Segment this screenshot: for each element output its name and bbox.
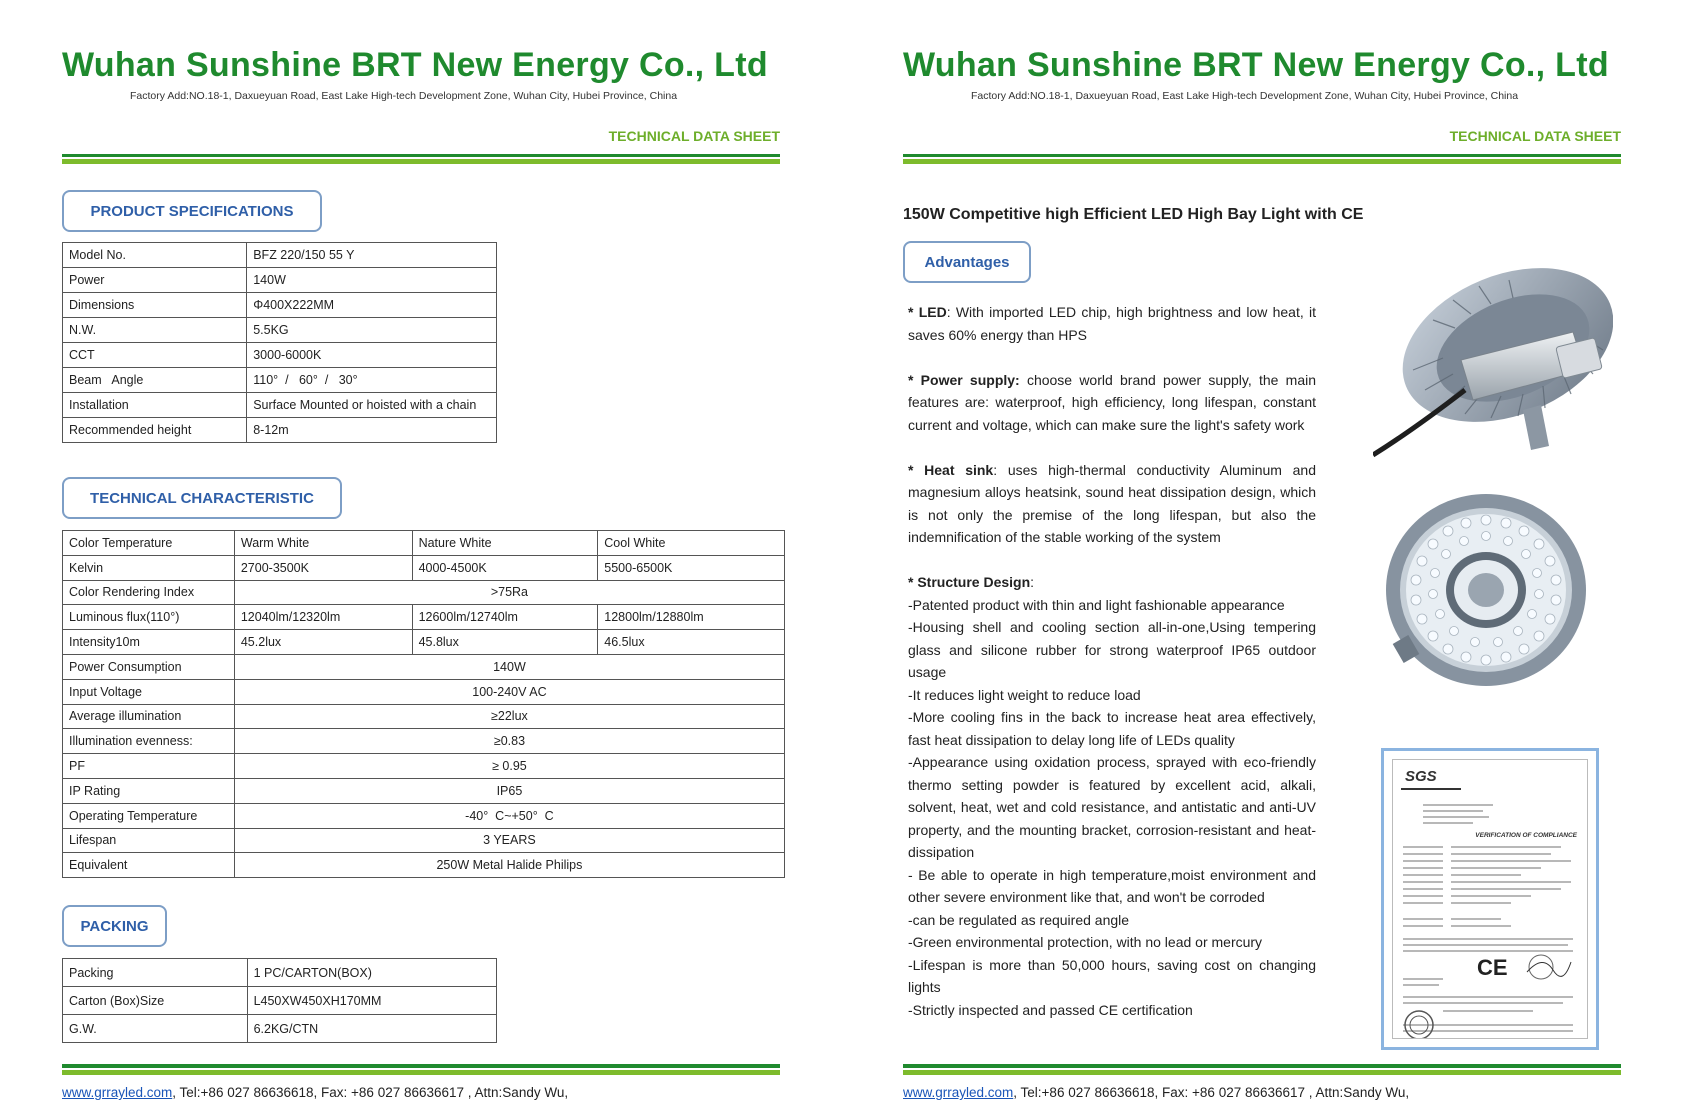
document-type: TECHNICAL DATA SHEET [1449, 128, 1621, 144]
table-row [63, 1015, 497, 1043]
tech-value: 12040lm/12320lm [234, 605, 412, 630]
sgs-seal [1399, 1008, 1439, 1039]
tech-value: 12600lm/12740lm [412, 605, 598, 630]
footer-contact [62, 1085, 568, 1100]
table-row [63, 853, 785, 878]
led-paragraph [908, 301, 1316, 346]
footer-divider [62, 1064, 780, 1068]
header-divider-accent [903, 159, 1621, 164]
table-row [63, 654, 785, 679]
ce-mark: CE [1477, 955, 1508, 980]
structure-heading: * Structure Design [908, 574, 1031, 590]
packing-label: Packing [63, 959, 248, 987]
led-heading: * LED [908, 304, 947, 320]
advantages-title: Advantages [903, 241, 1031, 283]
spec-label: Power [63, 268, 247, 293]
table-row [63, 803, 785, 828]
advantages-text [908, 301, 1316, 1021]
led-text: : With imported LED chip, high brightness and low heat, it saves 60% energy than HPS [908, 304, 1316, 343]
factory-address: Factory Add:NO.18-1, Daxueyuan Road, East Lake High-tech Development Zone, Wuhan City, Hubei Province, China [130, 90, 678, 102]
table-row [63, 293, 497, 318]
packing-label: Carton (Box)Size [63, 987, 248, 1015]
list-item: -It reduces light weight to reduce load [908, 686, 1141, 703]
tech-value: 4000-4500K [412, 555, 598, 580]
table-row [63, 729, 785, 754]
footer-contact [903, 1085, 1409, 1100]
table-row [63, 243, 497, 268]
packing-value: 6.2KG/CTN [247, 1015, 496, 1043]
spec-value: 110° / 60° / 30° [247, 368, 497, 393]
tech-value: 3 YEARS [234, 828, 784, 853]
left-page [0, 0, 820, 1120]
tech-value: ≥ 0.95 [234, 754, 784, 779]
table-row [63, 393, 497, 418]
list-item: -Lifespan is more than 50,000 hours, saving cost on changing lights [908, 956, 1316, 995]
table-row [63, 630, 785, 655]
spec-value: Surface Mounted or hoisted with a chain [247, 393, 497, 418]
list-item: -Appearance using oxidation process, sprayed with eco-friendly thermo setting powder is featured by excellent acid, alkali, solvent, heat, wet and cold resistance, and antistatic and anti-UV property, and the mounting bracket, corrosion-resistant and heat-dissipation [908, 754, 1316, 860]
header-divider [903, 154, 1621, 157]
tech-value: >75Ra [234, 580, 784, 605]
technical-characteristic-title: TECHNICAL CHARACTERISTIC [62, 477, 342, 519]
spec-value: 3000-6000K [247, 343, 497, 368]
spec-label: Beam Angle [63, 368, 247, 393]
list-item: -Housing shell and cooling section all-in-one,Using tempering glass and silicone rubber for strong waterproof IP65 outdoor usage [908, 619, 1316, 680]
heat-paragraph [908, 459, 1316, 549]
tech-value: 2700-3500K [234, 555, 412, 580]
certificate-document [1392, 759, 1588, 1039]
certificate-heading: VERIFICATION OF COMPLIANCE [1475, 832, 1577, 839]
spec-label: N.W. [63, 318, 247, 343]
table-row [63, 754, 785, 779]
spec-value: 8-12m [247, 418, 497, 443]
tech-value: 100-240V AC [234, 679, 784, 704]
power-paragraph [908, 369, 1316, 437]
signature-stamp [1523, 952, 1573, 982]
list-item: -More cooling fins in the back to increase heat area effectively, fast heat dissipation to delay long life of LEDs quality [908, 709, 1316, 748]
table-row [63, 555, 785, 580]
header-divider [62, 154, 780, 157]
tech-label: Input Voltage [63, 679, 235, 704]
tech-label: Intensity10m [63, 630, 235, 655]
table-row [63, 679, 785, 704]
tech-label: Illumination evenness: [63, 729, 235, 754]
company-name: Wuhan Sunshine BRT New Energy Co., Ltd [62, 46, 768, 84]
table-row [63, 318, 497, 343]
spec-label: Dimensions [63, 293, 247, 318]
spec-label: Installation [63, 393, 247, 418]
document-type: TECHNICAL DATA SHEET [608, 128, 780, 144]
high-bay-light-front-photo [1381, 490, 1591, 690]
power-heading: * Power supply: [908, 371, 1020, 388]
table-row [63, 704, 785, 729]
tech-value: 45.2lux [234, 630, 412, 655]
table-row [63, 368, 497, 393]
table-row [63, 828, 785, 853]
packing-title: PACKING [62, 905, 167, 947]
tech-value: ≥0.83 [234, 729, 784, 754]
table-row [63, 987, 497, 1015]
high-bay-light-side-photo [1373, 250, 1613, 472]
column-header: Cool White [598, 531, 785, 556]
tech-label: Kelvin [63, 555, 235, 580]
tech-label: Power Consumption [63, 654, 235, 679]
heat-text: : uses high-thermal conductivity Aluminum and magnesium alloys heatsink, sound heat dissipation design, which is not only the premise of the long lifespan, but also the indemnification of the stable working of the system [908, 461, 1316, 545]
right-page [841, 0, 1661, 1120]
table-row [63, 778, 785, 803]
structure-heading-line [908, 571, 1316, 594]
tech-value: 12800lm/12880lm [598, 605, 785, 630]
tech-value: 5500-6500K [598, 555, 785, 580]
specifications-table [62, 242, 497, 443]
tech-value: 250W Metal Halide Philips [234, 853, 784, 878]
product-specifications-title: PRODUCT SPECIFICATIONS [62, 190, 322, 232]
tech-label: Color Rendering Index [63, 580, 235, 605]
product-title: 150W Competitive high Efficient LED High Bay Light with CE [903, 206, 1364, 223]
list-item: -Green environmental protection, with no lead or mercury [908, 934, 1263, 950]
tech-label: Equivalent [63, 853, 235, 878]
contact-info: , Tel:+86 027 86636618, Fax: +86 027 86636617 , Attn:Sandy Wu, [172, 1085, 569, 1100]
spec-value: 140W [247, 268, 497, 293]
tech-value: ≥22lux [234, 704, 784, 729]
header-divider-accent [62, 159, 780, 164]
ce-certificate [1381, 748, 1599, 1050]
spec-value: BFZ 220/150 55 Y [247, 243, 497, 268]
tech-value: IP65 [234, 778, 784, 803]
table-row [63, 605, 785, 630]
table-row [63, 580, 785, 605]
tech-value: 45.8lux [412, 630, 598, 655]
tech-value: 140W [234, 654, 784, 679]
table-row [63, 959, 497, 987]
footer-divider-accent [62, 1070, 780, 1075]
list-item: - Be able to operate in high temperature,moist environment and other severe environment like that, and won't be corroded [908, 866, 1316, 905]
contact-info: , Tel:+86 027 86636618, Fax: +86 027 86636617 , Attn:Sandy Wu, [1013, 1085, 1410, 1100]
spec-label: Recommended height [63, 418, 247, 443]
packing-label: G.W. [63, 1015, 248, 1043]
spec-value: 5.5KG [247, 318, 497, 343]
table-row [63, 268, 497, 293]
website-link[interactable]: www.grrayled.com [903, 1085, 1014, 1100]
spec-value: Φ400X222MM [247, 293, 497, 318]
tech-label: Lifespan [63, 828, 235, 853]
tech-value: -40° C~+50° C [234, 803, 784, 828]
tech-label: PF [63, 754, 235, 779]
packing-value: L450XW450XH170MM [247, 987, 496, 1015]
sgs-logo: SGS [1405, 768, 1437, 785]
table-row [63, 531, 785, 556]
column-header: Warm White [234, 531, 412, 556]
list-item: -Patented product with thin and light fashionable appearance [908, 596, 1285, 613]
footer-divider [903, 1064, 1621, 1068]
tech-label: Color Temperature [63, 531, 235, 556]
company-name: Wuhan Sunshine BRT New Energy Co., Ltd [903, 46, 1609, 84]
footer-divider-accent [903, 1070, 1621, 1075]
list-item: -can be regulated as required angle [908, 911, 1130, 928]
column-header: Nature White [412, 531, 598, 556]
tech-label: Luminous flux(110°) [63, 605, 235, 630]
spec-label: Model No. [63, 243, 247, 268]
table-row [63, 418, 497, 443]
tech-value: 46.5lux [598, 630, 785, 655]
heat-heading: * Heat sink [908, 461, 994, 478]
power-text: choose world brand power supply, the main features are: waterproof, high efficiency, long lifespan, constant current and voltage, which can make sure the light's safety work [908, 371, 1317, 433]
technical-table [62, 530, 785, 878]
tech-label: Average illumination [63, 704, 235, 729]
list-item: -Strictly inspected and passed CE certification [908, 1001, 1193, 1018]
tech-label: IP Rating [63, 778, 235, 803]
factory-address: Factory Add:NO.18-1, Daxueyuan Road, East Lake High-tech Development Zone, Wuhan City, Hubei Province, China [971, 90, 1519, 102]
structure-colon: : [1030, 574, 1035, 590]
tech-label: Operating Temperature [63, 803, 235, 828]
spec-label: CCT [63, 343, 247, 368]
packing-table [62, 958, 497, 1043]
table-row [63, 343, 497, 368]
packing-value: 1 PC/CARTON(BOX) [247, 959, 496, 987]
website-link[interactable]: www.grrayled.com [62, 1085, 173, 1100]
